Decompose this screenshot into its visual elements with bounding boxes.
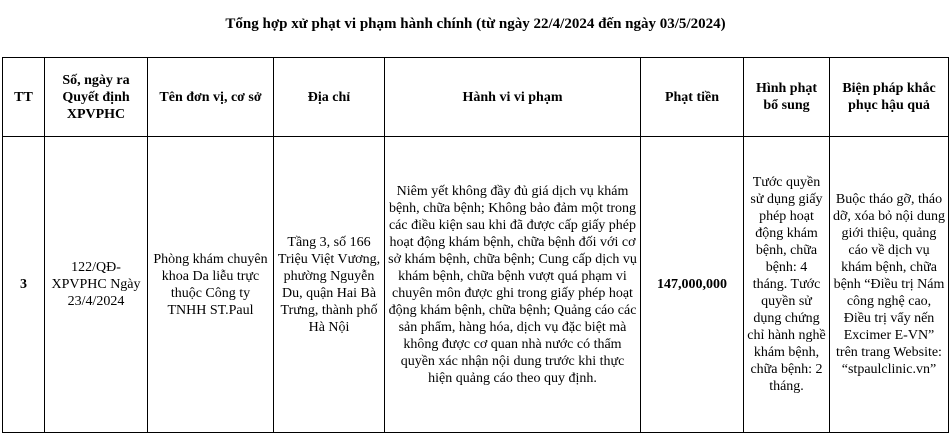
header-decision: Số, ngày ra Quyết định XPVPHC bbox=[45, 58, 148, 137]
cell-unit: Phòng khám chuyên khoa Da liễu trực thuộc Công ty TNHH ST.Paul bbox=[148, 137, 274, 433]
header-extra-penalty: Hình phạt bổ sung bbox=[744, 58, 830, 137]
header-fine: Phạt tiền bbox=[641, 58, 744, 137]
table-row bbox=[3, 137, 949, 433]
cell-violation: Niêm yết không đầy đủ giá dịch vụ khám bệnh, chữa bệnh; Không bảo đảm một trong các điều kiện sau khi đã được cấp giấy phép hoạt động khám bệnh, chữa bệnh đối với cơ sở khám bệnh, chữa bệnh; Cung cấp dịch vụ khám bệnh, chữa bệnh vượt quá phạm vi chuyên môn được ghi trong giấy phép hoạt động khám bệnh, chữa bệnh; Quảng cáo các sản phẩm, hàng hóa, dịch vụ đặc biệt mà không được cơ quan nhà nước có thẩm quyền xác nhận nội dung trước khi thực hiện quảng cáo theo quy định. bbox=[385, 137, 641, 433]
header-violation: Hành vi vi phạm bbox=[385, 58, 641, 137]
cell-fine: 147,000,000 bbox=[641, 137, 744, 433]
header-address: Địa chỉ bbox=[274, 58, 385, 137]
header-tt: TT bbox=[3, 58, 45, 137]
cell-remedy: Buộc tháo gỡ, tháo dỡ, xóa bỏ nội dung giới thiệu, quảng cáo về dịch vụ khám bệnh, chữa bệnh “Điều trị Nám công nghệ cao, Điều trị vẩy nến Excimer E-VN” trên trang Website: “stpaulclinic.vn” bbox=[830, 137, 949, 433]
cell-extra-penalty: Tước quyền sử dụng giấy phép hoạt động khám bệnh, chữa bệnh: 4 tháng. Tước quyền sử dụng chứng chỉ hành nghề khám bệnh, chữa bệnh: 2 tháng. bbox=[744, 137, 830, 433]
cell-decision: 122/QĐ-XPVPHC Ngày 23/4/2024 bbox=[45, 137, 148, 433]
cell-address: Tầng 3, số 166 Triệu Việt Vương, phường Nguyễn Du, quận Hai Bà Trưng, thành phố Hà Nội bbox=[274, 137, 385, 433]
header-remedy: Biện pháp khắc phục hậu quả bbox=[830, 58, 949, 137]
violations-table bbox=[2, 57, 949, 433]
header-unit: Tên đơn vị, cơ sở bbox=[148, 58, 274, 137]
table-header-row bbox=[3, 58, 949, 137]
page-title: Tổng hợp xử phạt vi phạm hành chính (từ ngày 22/4/2024 đến ngày 03/5/2024) bbox=[225, 16, 726, 32]
cell-tt: 3 bbox=[3, 137, 45, 433]
